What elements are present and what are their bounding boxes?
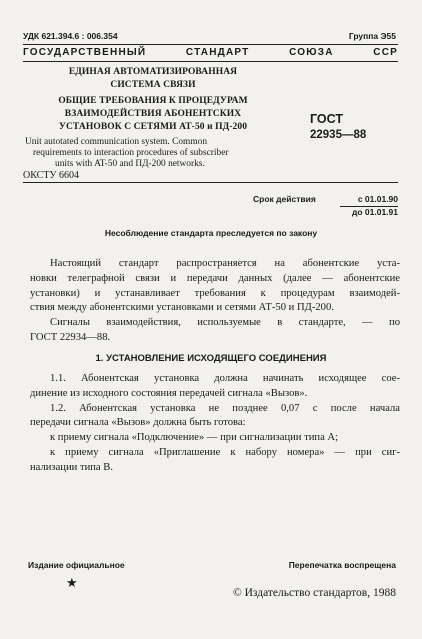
gost-block <box>310 112 390 142</box>
text-line: 1.1. Абонентская установка должна начинать исходящее сое- <box>50 373 400 384</box>
english-title-line: requirements to interaction procedures of subscriber <box>33 148 229 158</box>
text-line: передачи сигнала «Вызов» должна быть готова: <box>30 417 246 429</box>
text-line: 1.2. Абонентская установка не позднее 0,07 с после начала <box>50 402 400 414</box>
text-line: динение из исходного состояния передачей сигнала «Вызов». <box>30 387 308 399</box>
text-line: к приему сигнала «Подключение» — при сигнализации типа А; <box>50 432 339 444</box>
title-line: УСТАНОВОК С СЕТЯМИ АТ-50 и ПД-200 <box>58 122 248 132</box>
okstu-code: ОКСТУ 6604 <box>23 170 80 181</box>
reprint-prohibited: Перепечатка воспрещена <box>288 560 396 570</box>
header-rule-bottom <box>23 61 398 62</box>
star-icon: ★ <box>66 575 78 590</box>
copyright: © Издательство стандартов, 1988 <box>232 587 396 599</box>
english-title-line: units with AT-50 and ПД-200 networks. <box>55 159 205 169</box>
text-line: Сигналы взаимодействия, используемые в стандарте, — по <box>50 317 400 329</box>
gost-label: ГОСТ <box>310 112 343 126</box>
section1-text <box>30 372 400 476</box>
text-line: установки) и устанавливает требования к процедурам взаимодей- <box>30 287 400 299</box>
section-heading: 1. УСТАНОВЛЕНИЕ ИСХОДЯЩЕГО СОЕДИНЕНИЯ <box>95 353 327 364</box>
english-title-line: Unit autotated communication system. Common <box>25 137 208 147</box>
title-line: ЕДИНАЯ АВТОМАТИЗИРОВАННАЯ <box>68 67 238 77</box>
title-block <box>23 66 283 182</box>
english-title <box>23 137 283 170</box>
text-line: к приему сигнала «Приглашение к набору номера» — при сиг- <box>50 446 400 458</box>
legal-notice: Несоблюдение стандарта преследуется по закону <box>104 228 318 238</box>
udk-code: УДК 621.394.6 : 006.354 <box>23 31 118 41</box>
title-rule <box>23 182 398 183</box>
state-standard-banner: ГОСУДАРСТВЕННЫЙ СТАНДАРТ СОЮЗА ССР <box>23 47 398 58</box>
intro-text <box>30 257 400 346</box>
validity-from: с 01.01.90 <box>357 194 398 204</box>
text-line: ствия между абонентскими установками и сетями АТ-50 и ПД-200. <box>30 302 334 314</box>
header-rule-top <box>23 44 398 45</box>
text-line: нализации типа В. <box>30 461 113 473</box>
title-line: ВЗАИМОДЕЙСТВИЯ АБОНЕНТСКИХ <box>64 109 242 119</box>
text-line: новки телеграфной связи и передачи данных (далее — абонентские <box>30 272 400 284</box>
group-code: Группа Э55 <box>348 31 396 41</box>
official-edition: Издание официальное <box>28 560 125 570</box>
title-line: СИСТЕМА СВЯЗИ <box>110 80 196 90</box>
text-line: ГОСТ 22934—88. <box>30 331 111 343</box>
gost-number: 22935—88 <box>310 129 367 141</box>
title-line: ОБЩИЕ ТРЕБОВАНИЯ К ПРОЦЕДУРАМ <box>58 96 248 106</box>
validity-to: до 01.01.91 <box>351 207 398 217</box>
text-line: Настоящий стандарт распространяется на абонентские уста- <box>50 258 400 269</box>
validity-label: Срок действия <box>253 194 316 204</box>
